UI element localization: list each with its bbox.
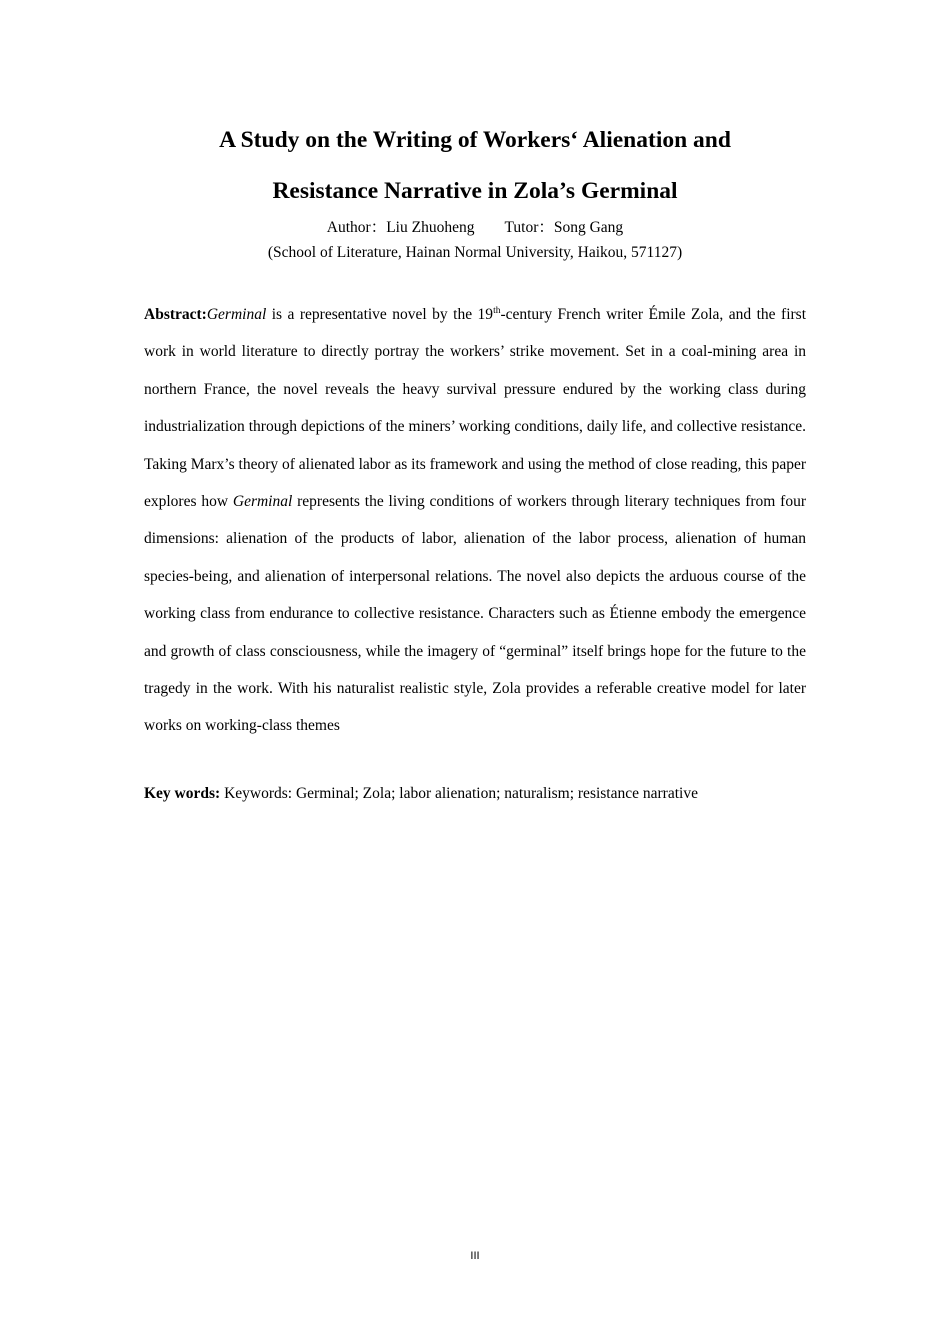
ordinal-suffix: th — [493, 306, 501, 316]
keywords-line — [144, 783, 806, 805]
abstract-text-3: represents the living conditions of workers through literary techniques from four dimensions: alienation of the products of labor, alienation of the labor process, alienation of human species-being, and alienation of interpersonal relations. The novel also depicts the arduous course of the working class from endurance to collective resistance. Characters such as Étienne embody the emergence and growth of class consciousness, while the imagery of “germinal” itself brings hope for the future to the tragedy in the work. With his naturalist realistic style, Zola provides a referable creative model for later works on working-class themes — [144, 493, 806, 735]
abstract-work-title-2: Germinal — [232, 493, 293, 511]
paper-title-line-2: Resistance Narrative in Zola’s Germinal — [272, 178, 678, 204]
abstract-label: Abstract: — [144, 306, 207, 323]
author-name: Author：Liu Zhuoheng — [326, 219, 475, 236]
abstract-text-1: is a representative novel by the 19 — [266, 306, 494, 323]
author-tutor-line — [0, 218, 950, 238]
abstract-paragraph — [144, 296, 806, 745]
keywords-label: Key words: — [144, 785, 221, 802]
page-number: III — [470, 1250, 480, 1262]
abstract-text-2: -century French writer Émile Zola, and the first work in world literature to directly portray the workers’ strike movement. Set in a coal‐mining area in northern France, the novel reveals the heavy survival pressure endured by the working class during industrialization through depictions of the miners’ working conditions, daily life, and collective resistance. Taking Marx’s theory of alienated labor as its framework and using the method of close reading, this paper explores how — [144, 306, 806, 511]
tutor-name: Tutor：Song Gang — [504, 219, 624, 236]
paper-title-line-1: A Study on the Writing of Workers‘ Alienation and — [219, 127, 731, 153]
keywords-text: Keywords: Germinal; Zola; labor alienation; naturalism; resistance narrative — [220, 785, 698, 802]
abstract-work-title: Germinal — [206, 306, 267, 323]
affiliation: (School of Literature, Hainan Normal University, Haikou, 571127) — [267, 244, 683, 261]
